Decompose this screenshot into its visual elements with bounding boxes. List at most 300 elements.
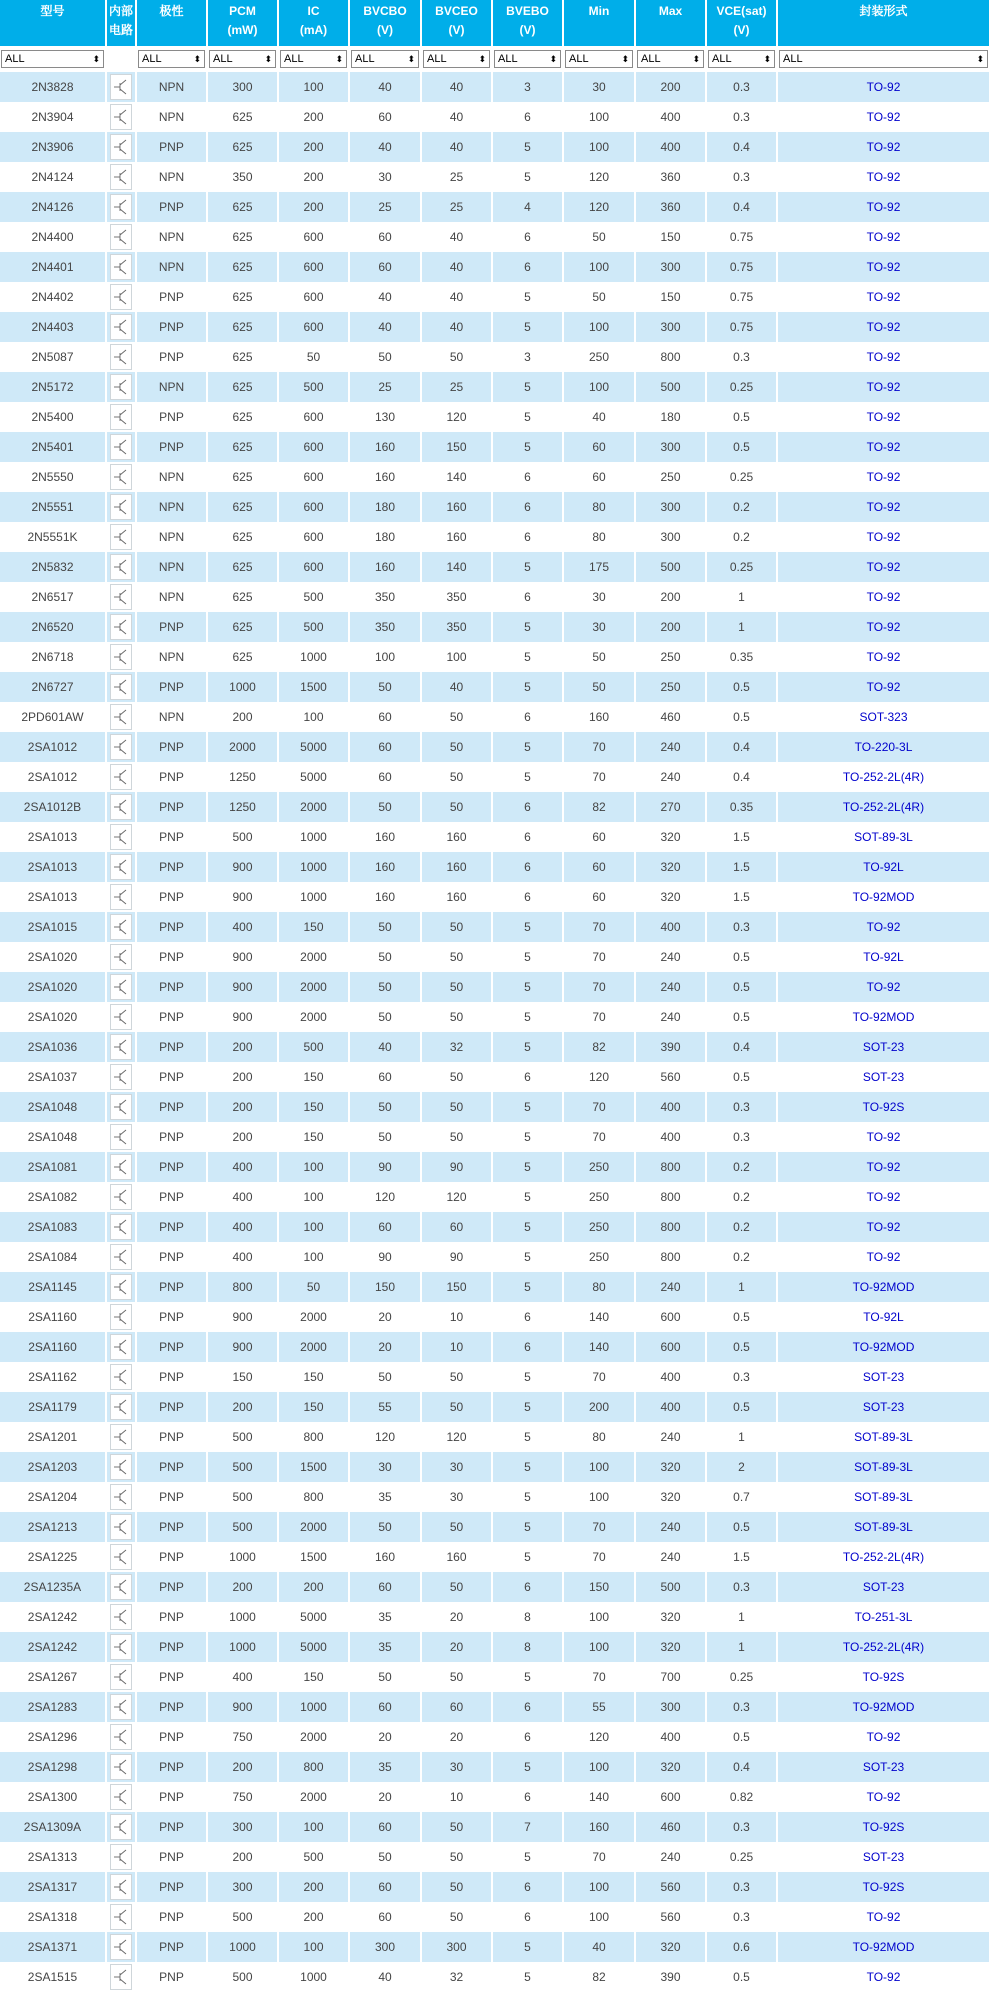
package-link[interactable]: TO-92MOD bbox=[852, 1340, 915, 1354]
table-row[interactable] bbox=[0, 1272, 989, 1302]
cell-ic: 2000 bbox=[279, 942, 348, 972]
cell-pcm: 400 bbox=[208, 1212, 277, 1242]
filter-select-package[interactable] bbox=[779, 50, 988, 68]
transistor-circuit-icon[interactable] bbox=[110, 1484, 132, 1510]
cell-bvcbo: 50 bbox=[350, 792, 420, 822]
cell-ic: 2000 bbox=[279, 972, 348, 1002]
package-link[interactable]: SOT-23 bbox=[862, 1370, 905, 1384]
transistor-circuit-icon[interactable] bbox=[110, 1454, 132, 1480]
table-row[interactable] bbox=[0, 1002, 989, 1032]
package-link[interactable]: TO-92 bbox=[866, 1970, 901, 1984]
transistor-circuit-icon[interactable] bbox=[110, 1514, 132, 1540]
package-link[interactable]: TO-92 bbox=[866, 80, 901, 94]
cell-bvceo: 50 bbox=[422, 1392, 491, 1422]
table-row[interactable] bbox=[0, 462, 989, 492]
table-row[interactable] bbox=[0, 822, 989, 852]
package-link[interactable]: TO-92MOD bbox=[852, 1280, 915, 1294]
table-row[interactable] bbox=[0, 282, 989, 312]
cell-bvcbo: 50 bbox=[350, 942, 420, 972]
cell-package bbox=[778, 732, 989, 762]
package-link[interactable]: TO-92 bbox=[866, 980, 901, 994]
table-row[interactable] bbox=[0, 762, 989, 792]
transistor-circuit-icon[interactable] bbox=[110, 104, 132, 130]
transistor-circuit-icon[interactable] bbox=[110, 1184, 132, 1210]
table-row[interactable] bbox=[0, 1422, 989, 1452]
package-link[interactable]: TO-92 bbox=[866, 1250, 901, 1264]
column-header-part[interactable] bbox=[0, 0, 105, 46]
package-link[interactable]: TO-92 bbox=[866, 1730, 901, 1744]
package-link[interactable]: TO-252-2L(4R) bbox=[842, 770, 925, 784]
cell-polarity: PNP bbox=[137, 1182, 206, 1212]
package-link[interactable]: SOT-89-3L bbox=[854, 1490, 913, 1504]
cell-circuit bbox=[107, 312, 135, 342]
transistor-circuit-icon[interactable] bbox=[110, 1064, 132, 1090]
table-row[interactable] bbox=[0, 852, 989, 882]
package-link[interactable]: SOT-23 bbox=[862, 1400, 905, 1414]
cell-circuit bbox=[107, 882, 135, 912]
table-row[interactable] bbox=[0, 1482, 989, 1512]
table-row[interactable] bbox=[0, 702, 989, 732]
package-link[interactable]: TO-92 bbox=[866, 500, 901, 514]
transistor-circuit-icon[interactable] bbox=[110, 584, 132, 610]
table-row[interactable] bbox=[0, 972, 989, 1002]
filter-select-max[interactable] bbox=[637, 50, 704, 68]
filter-select-pcm[interactable] bbox=[209, 50, 276, 68]
transistor-circuit-icon[interactable] bbox=[110, 1934, 132, 1960]
cell-pcm: 625 bbox=[208, 312, 277, 342]
cell-ic: 150 bbox=[279, 912, 348, 942]
transistor-circuit-icon[interactable] bbox=[110, 1844, 132, 1870]
column-header-circuit[interactable] bbox=[107, 0, 135, 46]
table-row[interactable] bbox=[0, 162, 989, 192]
table-row[interactable] bbox=[0, 1962, 989, 1992]
transistor-circuit-icon[interactable] bbox=[110, 1814, 132, 1840]
transistor-circuit-icon[interactable] bbox=[110, 344, 132, 370]
table-row[interactable] bbox=[0, 1602, 989, 1632]
table-row[interactable] bbox=[0, 1842, 989, 1872]
filter-select-bvcbo[interactable] bbox=[351, 50, 419, 68]
package-link[interactable]: TO-92 bbox=[866, 620, 901, 634]
cell-part: 2N4126 bbox=[0, 192, 105, 222]
table-row[interactable] bbox=[0, 1152, 989, 1182]
package-link[interactable]: TO-92 bbox=[866, 1220, 901, 1234]
package-link[interactable]: TO-92 bbox=[866, 590, 901, 604]
table-row[interactable] bbox=[0, 252, 989, 282]
package-link[interactable]: SOT-23 bbox=[862, 1850, 905, 1864]
transistor-circuit-icon[interactable] bbox=[110, 284, 132, 310]
cell-pcm: 625 bbox=[208, 432, 277, 462]
cell-circuit bbox=[107, 1212, 135, 1242]
table-row[interactable] bbox=[0, 1392, 989, 1422]
cell-bvebo: 5 bbox=[493, 1242, 562, 1272]
filter-select-vcesat[interactable] bbox=[708, 50, 775, 68]
table-row[interactable] bbox=[0, 912, 989, 942]
cell-bvebo: 5 bbox=[493, 912, 562, 942]
package-link[interactable]: TO-252-2L(4R) bbox=[842, 1640, 925, 1654]
cell-pcm: 500 bbox=[208, 1902, 277, 1932]
cell-vcesat: 0.5 bbox=[707, 1332, 776, 1362]
transistor-circuit-icon[interactable] bbox=[110, 1964, 132, 1990]
cell-bvcbo: 300 bbox=[350, 1932, 420, 1962]
cell-bvcbo: 60 bbox=[350, 1692, 420, 1722]
package-link[interactable]: TO-252-2L(4R) bbox=[842, 1550, 925, 1564]
package-link[interactable]: TO-92 bbox=[866, 1910, 901, 1924]
cell-package bbox=[778, 1242, 989, 1272]
package-link[interactable]: SOT-23 bbox=[862, 1070, 905, 1084]
package-link[interactable]: TO-92L bbox=[863, 1310, 904, 1324]
package-link[interactable]: TO-92 bbox=[866, 380, 901, 394]
table-row[interactable] bbox=[0, 1542, 989, 1572]
cell-bvceo: 40 bbox=[422, 252, 491, 282]
table-row[interactable] bbox=[0, 432, 989, 462]
transistor-circuit-icon[interactable] bbox=[110, 1574, 132, 1600]
table-row[interactable] bbox=[0, 72, 989, 102]
column-header-package[interactable] bbox=[778, 0, 989, 46]
transistor-circuit-icon[interactable] bbox=[110, 494, 132, 520]
cell-bvebo: 5 bbox=[493, 972, 562, 1002]
transistor-circuit-icon[interactable] bbox=[110, 1544, 132, 1570]
table-row[interactable] bbox=[0, 582, 989, 612]
filter-select-bvceo[interactable] bbox=[423, 50, 490, 68]
transistor-circuit-icon[interactable] bbox=[110, 794, 132, 820]
cell-package bbox=[778, 582, 989, 612]
filter-select-polarity[interactable] bbox=[138, 50, 205, 68]
package-link[interactable]: TO-92 bbox=[866, 350, 901, 364]
package-link[interactable]: TO-92MOD bbox=[852, 1940, 915, 1954]
transistor-circuit-icon[interactable] bbox=[110, 1664, 132, 1690]
package-link[interactable]: SOT-23 bbox=[862, 1580, 905, 1594]
transistor-circuit-icon[interactable] bbox=[110, 914, 132, 940]
transistor-circuit-icon[interactable] bbox=[110, 824, 132, 850]
cell-polarity: NPN bbox=[137, 492, 206, 522]
cell-min: 100 bbox=[564, 312, 634, 342]
column-header-max[interactable] bbox=[636, 0, 705, 46]
package-link[interactable]: SOT-89-3L bbox=[854, 1460, 913, 1474]
cell-bvcbo: 50 bbox=[350, 1662, 420, 1692]
transistor-circuit-icon[interactable] bbox=[110, 254, 132, 280]
cell-ic: 1000 bbox=[279, 822, 348, 852]
transistor-circuit-icon[interactable] bbox=[110, 1154, 132, 1180]
table-row[interactable] bbox=[0, 372, 989, 402]
package-link[interactable]: TO-92 bbox=[866, 1160, 901, 1174]
cell-package bbox=[778, 792, 989, 822]
cell-polarity: NPN bbox=[137, 162, 206, 192]
cell-bvcbo: 160 bbox=[350, 822, 420, 852]
cell-max: 150 bbox=[636, 222, 705, 252]
cell-ic: 100 bbox=[279, 702, 348, 732]
cell-polarity: PNP bbox=[137, 1272, 206, 1302]
package-link[interactable]: SOT-323 bbox=[859, 710, 908, 724]
package-link[interactable]: TO-252-2L(4R) bbox=[842, 800, 925, 814]
package-link[interactable]: TO-220-3L bbox=[854, 740, 913, 754]
package-link[interactable]: TO-92 bbox=[866, 440, 901, 454]
package-link[interactable]: TO-92 bbox=[866, 680, 901, 694]
table-row[interactable] bbox=[0, 312, 989, 342]
transistor-circuit-icon[interactable] bbox=[110, 1244, 132, 1270]
cell-min: 150 bbox=[564, 1572, 634, 1602]
package-link[interactable]: TO-92MOD bbox=[852, 1010, 915, 1024]
transistor-circuit-icon[interactable] bbox=[110, 164, 132, 190]
cell-package bbox=[778, 72, 989, 102]
transistor-circuit-icon[interactable] bbox=[110, 1634, 132, 1660]
column-header-min[interactable] bbox=[564, 0, 634, 46]
transistor-circuit-icon[interactable] bbox=[110, 404, 132, 430]
transistor-circuit-icon[interactable] bbox=[110, 1694, 132, 1720]
cell-bvceo: 90 bbox=[422, 1242, 491, 1272]
cell-bvceo: 120 bbox=[422, 1422, 491, 1452]
table-row[interactable] bbox=[0, 1362, 989, 1392]
transistor-circuit-icon[interactable] bbox=[110, 644, 132, 670]
transistor-circuit-icon[interactable] bbox=[110, 1334, 132, 1360]
package-link[interactable]: SOT-23 bbox=[862, 1760, 905, 1774]
cell-pcm: 2000 bbox=[208, 732, 277, 762]
transistor-circuit-icon[interactable] bbox=[110, 1724, 132, 1750]
column-header-bvcbo[interactable] bbox=[350, 0, 420, 46]
package-link[interactable]: SOT-89-3L bbox=[854, 830, 913, 844]
package-link[interactable]: TO-92 bbox=[866, 200, 901, 214]
package-link[interactable]: TO-92 bbox=[866, 170, 901, 184]
cell-min: 70 bbox=[564, 1542, 634, 1572]
transistor-circuit-icon[interactable] bbox=[110, 974, 132, 1000]
transistor-circuit-icon[interactable] bbox=[110, 194, 132, 220]
transistor-circuit-icon[interactable] bbox=[110, 1364, 132, 1390]
filter-select-bvebo[interactable] bbox=[494, 50, 561, 68]
table-row[interactable] bbox=[0, 1812, 989, 1842]
cell-ic: 500 bbox=[279, 372, 348, 402]
table-row[interactable] bbox=[0, 1062, 989, 1092]
transistor-circuit-icon[interactable] bbox=[110, 734, 132, 760]
filter-select-ic[interactable] bbox=[280, 50, 347, 68]
table-row[interactable] bbox=[0, 1632, 989, 1662]
package-link[interactable]: TO-92L bbox=[863, 950, 904, 964]
cell-max: 240 bbox=[636, 972, 705, 1002]
package-link[interactable]: TO-92 bbox=[866, 140, 901, 154]
table-row[interactable] bbox=[0, 792, 989, 822]
transistor-circuit-icon[interactable] bbox=[110, 884, 132, 910]
table-row[interactable] bbox=[0, 1122, 989, 1152]
package-link[interactable]: TO-251-3L bbox=[854, 1610, 913, 1624]
cell-min: 82 bbox=[564, 1962, 634, 1992]
cell-max: 390 bbox=[636, 1962, 705, 1992]
cell-ic: 600 bbox=[279, 552, 348, 582]
table-row[interactable] bbox=[0, 1932, 989, 1962]
table-row[interactable] bbox=[0, 1692, 989, 1722]
transistor-circuit-icon[interactable] bbox=[110, 74, 132, 100]
table-row[interactable] bbox=[0, 552, 989, 582]
cell-bvcbo: 350 bbox=[350, 612, 420, 642]
table-row[interactable] bbox=[0, 1182, 989, 1212]
table-row[interactable] bbox=[0, 612, 989, 642]
cell-ic: 1000 bbox=[279, 1692, 348, 1722]
table-row[interactable] bbox=[0, 1872, 989, 1902]
cell-part: 2SA1082 bbox=[0, 1182, 105, 1212]
filter-select-min[interactable] bbox=[565, 50, 633, 68]
cell-pcm: 400 bbox=[208, 1662, 277, 1692]
package-link[interactable]: TO-92L bbox=[863, 860, 904, 874]
package-link[interactable]: SOT-89-3L bbox=[854, 1430, 913, 1444]
cell-max: 460 bbox=[636, 1812, 705, 1842]
package-link[interactable]: TO-92S bbox=[862, 1670, 905, 1684]
transistor-circuit-icon[interactable] bbox=[110, 1304, 132, 1330]
table-row[interactable] bbox=[0, 402, 989, 432]
cell-bvcbo: 60 bbox=[350, 732, 420, 762]
cell-bvceo: 10 bbox=[422, 1332, 491, 1362]
cell-vcesat: 0.75 bbox=[707, 312, 776, 342]
cell-bvcbo: 60 bbox=[350, 1872, 420, 1902]
cell-ic: 100 bbox=[279, 1812, 348, 1842]
table-body bbox=[0, 72, 989, 1992]
transistor-circuit-icon[interactable] bbox=[110, 1274, 132, 1300]
cell-part: 2N6718 bbox=[0, 642, 105, 672]
package-link[interactable]: TO-92 bbox=[866, 230, 901, 244]
package-link[interactable]: TO-92S bbox=[862, 1100, 905, 1114]
package-link[interactable]: TO-92S bbox=[862, 1880, 905, 1894]
transistor-circuit-icon[interactable] bbox=[110, 1424, 132, 1450]
transistor-circuit-icon[interactable] bbox=[110, 1004, 132, 1030]
transistor-circuit-icon[interactable] bbox=[110, 134, 132, 160]
cell-bvebo: 8 bbox=[493, 1602, 562, 1632]
cell-bvcbo: 120 bbox=[350, 1422, 420, 1452]
table-row[interactable] bbox=[0, 1902, 989, 1932]
table-row[interactable] bbox=[0, 492, 989, 522]
transistor-circuit-icon[interactable] bbox=[110, 674, 132, 700]
table-row[interactable] bbox=[0, 1782, 989, 1812]
transistor-circuit-icon[interactable] bbox=[110, 1034, 132, 1060]
transistor-circuit-icon[interactable] bbox=[110, 1394, 132, 1420]
cell-pcm: 400 bbox=[208, 1242, 277, 1272]
table-row[interactable] bbox=[0, 1212, 989, 1242]
filter-cell-circuit bbox=[107, 46, 135, 72]
transistor-circuit-icon[interactable] bbox=[110, 1094, 132, 1120]
cell-polarity: PNP bbox=[137, 1932, 206, 1962]
transistor-circuit-icon[interactable] bbox=[110, 704, 132, 730]
package-link[interactable]: TO-92 bbox=[866, 470, 901, 484]
table-row[interactable] bbox=[0, 1332, 989, 1362]
transistor-circuit-icon[interactable] bbox=[110, 614, 132, 640]
table-row[interactable] bbox=[0, 1662, 989, 1692]
column-header-ic[interactable] bbox=[279, 0, 348, 46]
table-row[interactable] bbox=[0, 1752, 989, 1782]
table-row[interactable] bbox=[0, 942, 989, 972]
table-row[interactable] bbox=[0, 1722, 989, 1752]
transistor-circuit-icon[interactable] bbox=[110, 224, 132, 250]
cell-bvcbo: 40 bbox=[350, 312, 420, 342]
cell-ic: 150 bbox=[279, 1392, 348, 1422]
column-header-bvebo[interactable] bbox=[493, 0, 562, 46]
transistor-circuit-icon[interactable] bbox=[110, 944, 132, 970]
cell-package bbox=[778, 1932, 989, 1962]
cell-pcm: 625 bbox=[208, 402, 277, 432]
table-row[interactable] bbox=[0, 1512, 989, 1542]
column-header-pcm[interactable] bbox=[208, 0, 277, 46]
transistor-circuit-icon[interactable] bbox=[110, 854, 132, 880]
cell-bvebo: 5 bbox=[493, 312, 562, 342]
filter-select-part[interactable] bbox=[1, 50, 104, 68]
cell-min: 70 bbox=[564, 1002, 634, 1032]
table-row[interactable] bbox=[0, 222, 989, 252]
column-header-vcesat[interactable] bbox=[707, 0, 776, 46]
cell-bvceo: 160 bbox=[422, 1542, 491, 1572]
cell-polarity: PNP bbox=[137, 942, 206, 972]
transistor-circuit-icon[interactable] bbox=[110, 554, 132, 580]
transistor-circuit-icon[interactable] bbox=[110, 1604, 132, 1630]
table-row[interactable] bbox=[0, 732, 989, 762]
table-row[interactable] bbox=[0, 672, 989, 702]
transistor-circuit-icon[interactable] bbox=[110, 464, 132, 490]
transistor-circuit-icon[interactable] bbox=[110, 434, 132, 460]
table-row[interactable] bbox=[0, 1452, 989, 1482]
transistor-circuit-icon[interactable] bbox=[110, 1904, 132, 1930]
package-link[interactable]: TO-92 bbox=[866, 290, 901, 304]
table-row[interactable] bbox=[0, 132, 989, 162]
table-row[interactable] bbox=[0, 1302, 989, 1332]
table-row[interactable] bbox=[0, 1032, 989, 1062]
package-link[interactable]: TO-92S bbox=[862, 1820, 905, 1834]
package-link[interactable]: TO-92 bbox=[866, 320, 901, 334]
chevron-updown-icon: ⬍ bbox=[335, 54, 343, 64]
cell-min: 80 bbox=[564, 1422, 634, 1452]
cell-part: 2SA1160 bbox=[0, 1302, 105, 1332]
package-link[interactable]: TO-92 bbox=[866, 1190, 901, 1204]
table-row[interactable] bbox=[0, 102, 989, 132]
transistor-circuit-icon[interactable] bbox=[110, 314, 132, 340]
column-header-polarity[interactable] bbox=[137, 0, 206, 46]
table-row[interactable] bbox=[0, 342, 989, 372]
transistor-circuit-icon[interactable] bbox=[110, 1754, 132, 1780]
package-link[interactable]: TO-92MOD bbox=[852, 890, 915, 904]
cell-circuit bbox=[107, 762, 135, 792]
package-link[interactable]: SOT-89-3L bbox=[854, 1520, 913, 1534]
cell-vcesat: 1.5 bbox=[707, 1542, 776, 1572]
package-link[interactable]: TO-92 bbox=[866, 650, 901, 664]
transistor-circuit-icon[interactable] bbox=[110, 1784, 132, 1810]
package-link[interactable]: TO-92 bbox=[866, 530, 901, 544]
package-link[interactable]: TO-92 bbox=[866, 560, 901, 574]
transistor-circuit-icon[interactable] bbox=[110, 1124, 132, 1150]
package-link[interactable]: TO-92 bbox=[866, 1130, 901, 1144]
filter-cell-bvceo bbox=[422, 46, 491, 72]
package-link[interactable]: TO-92 bbox=[866, 1790, 901, 1804]
package-link[interactable]: TO-92 bbox=[866, 410, 901, 424]
table-row[interactable] bbox=[0, 1242, 989, 1272]
package-link[interactable]: TO-92 bbox=[866, 260, 901, 274]
cell-bvceo: 32 bbox=[422, 1962, 491, 1992]
package-link[interactable]: TO-92MOD bbox=[852, 1700, 915, 1714]
transistor-circuit-icon[interactable] bbox=[110, 1874, 132, 1900]
cell-pcm: 625 bbox=[208, 222, 277, 252]
cell-vcesat: 0.5 bbox=[707, 1722, 776, 1752]
table-row[interactable] bbox=[0, 1572, 989, 1602]
table-row[interactable] bbox=[0, 1092, 989, 1122]
cell-bvebo: 3 bbox=[493, 342, 562, 372]
transistor-circuit-icon[interactable] bbox=[110, 524, 132, 550]
cell-pcm: 300 bbox=[208, 1872, 277, 1902]
package-link[interactable]: SOT-23 bbox=[862, 1040, 905, 1054]
transistor-circuit-icon[interactable] bbox=[110, 1214, 132, 1240]
table-row[interactable] bbox=[0, 642, 989, 672]
cell-ic: 1000 bbox=[279, 1962, 348, 1992]
cell-package bbox=[778, 762, 989, 792]
cell-vcesat: 0.4 bbox=[707, 762, 776, 792]
table-row[interactable] bbox=[0, 882, 989, 912]
transistor-circuit-icon[interactable] bbox=[110, 374, 132, 400]
table-row[interactable] bbox=[0, 192, 989, 222]
package-link[interactable]: TO-92 bbox=[866, 110, 901, 124]
column-header-bvceo[interactable] bbox=[422, 0, 491, 46]
table-row[interactable] bbox=[0, 522, 989, 552]
transistor-circuit-icon[interactable] bbox=[110, 764, 132, 790]
package-link[interactable]: TO-92 bbox=[866, 920, 901, 934]
